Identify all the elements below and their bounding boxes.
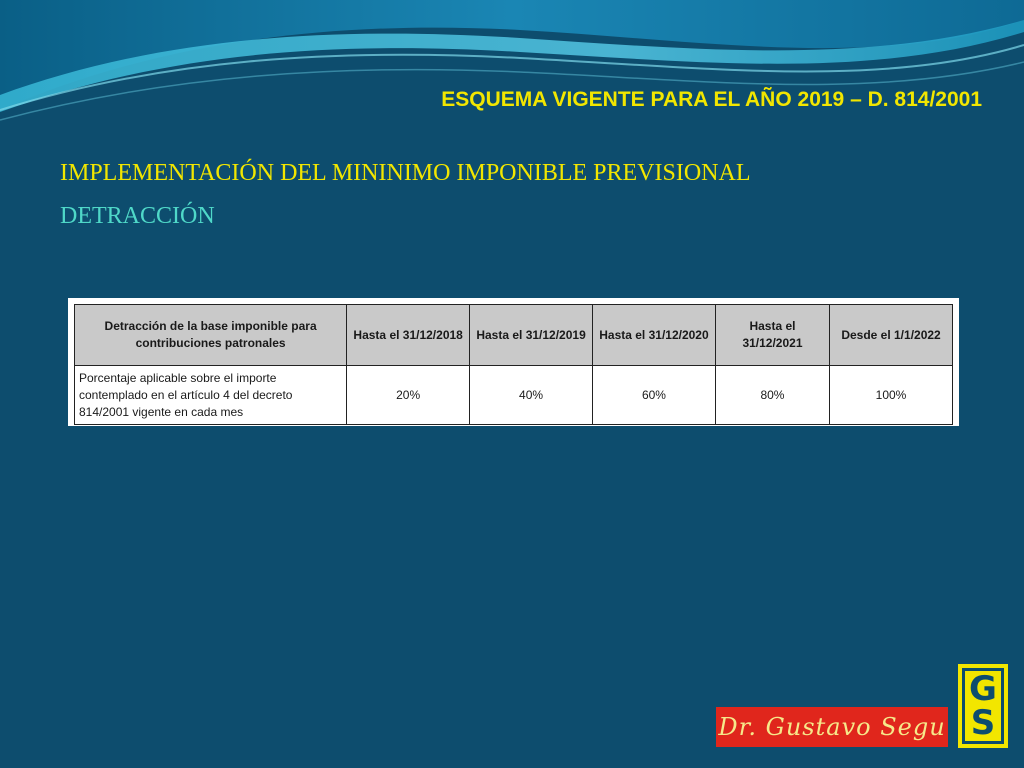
table-header-cell: Hasta el 31/12/2020 (593, 305, 716, 366)
table-header-cell: Detracción de la base imponible para contribuciones patronales (75, 305, 347, 366)
table-cell: 40% (470, 366, 593, 425)
table-row-label: Porcentaje aplicable sobre el importe contemplado en el artículo 4 del decreto 814/2001 vigente en cada mes (75, 366, 347, 425)
gs-logo-frame (962, 668, 1004, 744)
table-header-cell: Desde el 1/1/2022 (830, 305, 953, 366)
slide-title: ESQUEMA VIGENTE PARA EL AÑO 2019 – D. 814/2001 (441, 88, 982, 111)
author-logo-name: Dr. Gustavo Segu (716, 707, 948, 747)
table-cell: 80% (715, 366, 829, 425)
section-subheading: DETRACCIÓN (60, 203, 215, 229)
table-cell: 20% (347, 366, 470, 425)
detraccion-table-panel (68, 298, 959, 426)
table-row (75, 366, 953, 425)
section-heading: IMPLEMENTACIÓN DEL MININIMO IMPONIBLE PREVISIONAL (60, 160, 751, 186)
detraccion-table (74, 304, 953, 425)
table-header-cell: Hasta el 31/12/2018 (347, 305, 470, 366)
gs-logo-icon (958, 664, 1008, 748)
logo-initial-s: S (970, 703, 996, 743)
table-cell: 100% (830, 366, 953, 425)
table-cell: 60% (593, 366, 716, 425)
logo-initial-g: G (969, 669, 997, 709)
table-header-cell: Hasta el 31/12/2019 (470, 305, 593, 366)
table-header-row (75, 305, 953, 366)
table-header-cell: Hasta el 31/12/2021 (715, 305, 829, 366)
